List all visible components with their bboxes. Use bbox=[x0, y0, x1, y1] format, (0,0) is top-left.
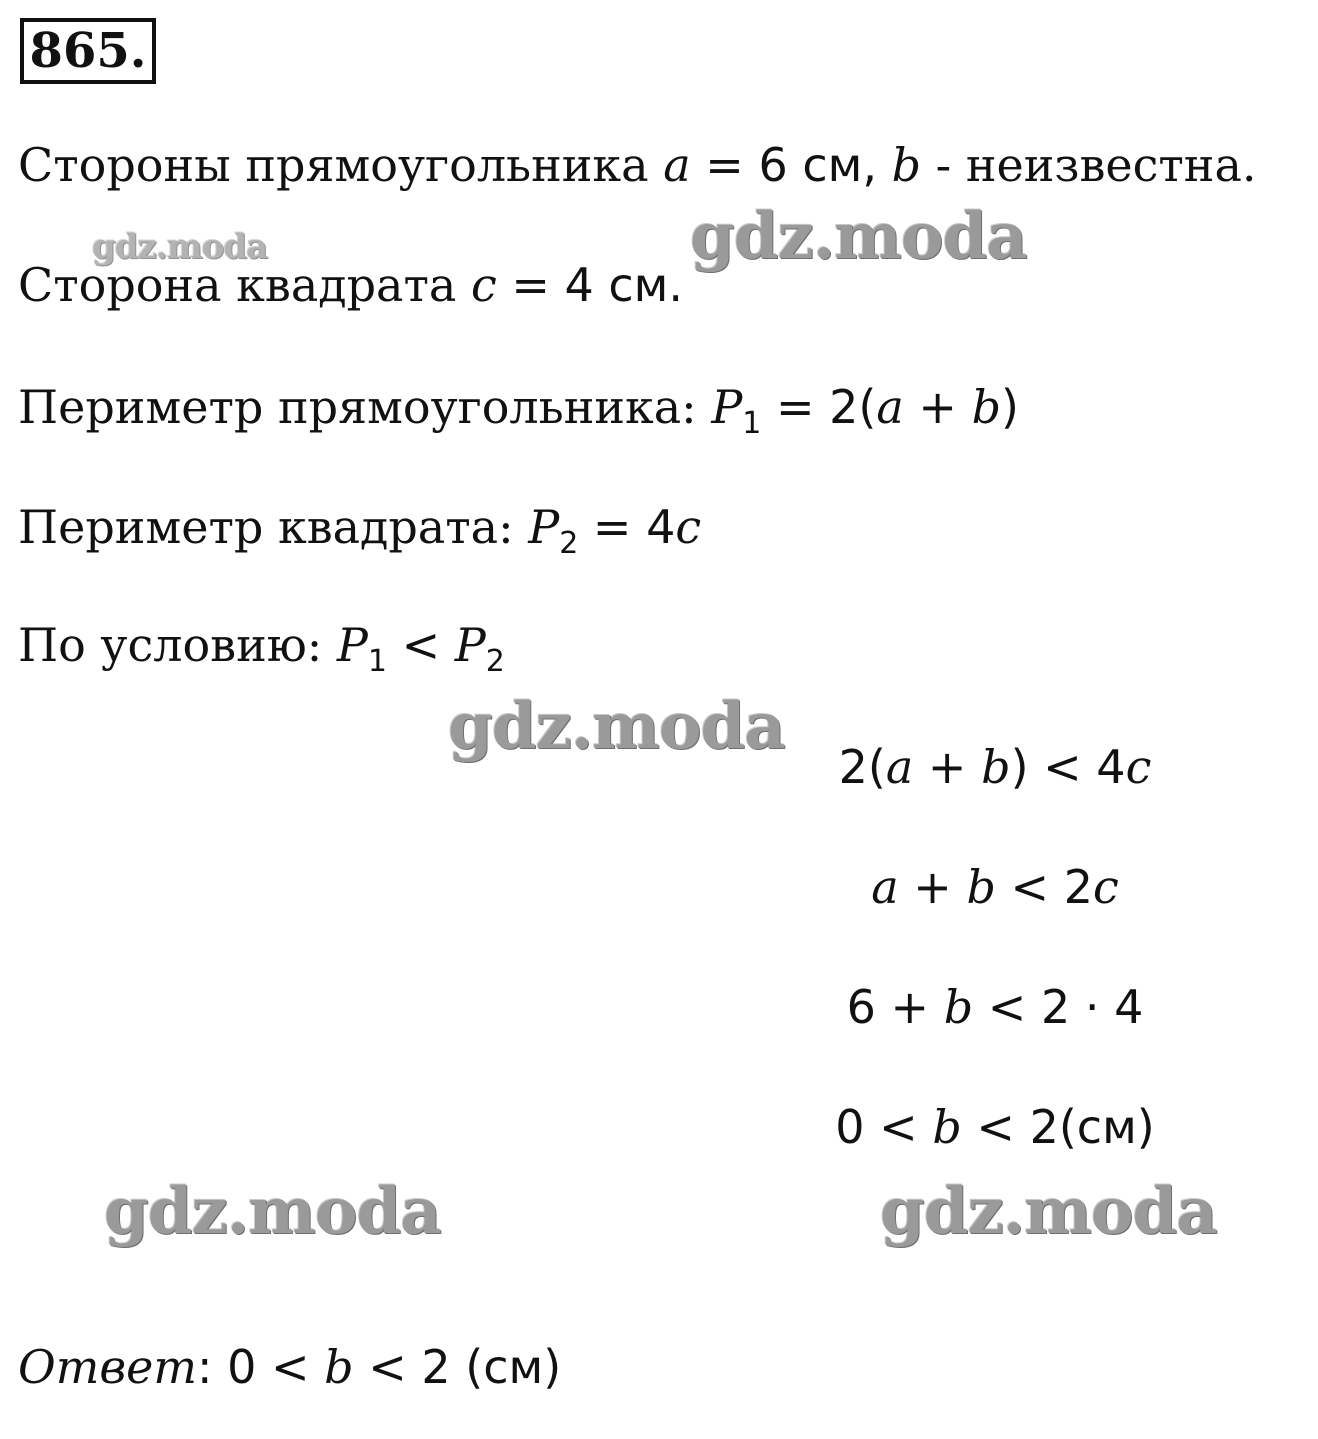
var-c: c bbox=[470, 258, 497, 312]
line-text: Стороны прямоугольника bbox=[18, 138, 664, 192]
var-a: a bbox=[885, 740, 914, 794]
problem-number: 865. bbox=[20, 18, 156, 84]
math-part: + bbox=[898, 860, 967, 914]
var-P: P bbox=[711, 380, 743, 434]
var-b: b bbox=[943, 980, 974, 1034]
math-part: = 6 см, bbox=[690, 138, 892, 192]
line-text: По условию: bbox=[18, 618, 337, 672]
line-text: Периметр квадрата: bbox=[18, 500, 529, 554]
var-P: P bbox=[528, 500, 560, 554]
var-a: a bbox=[876, 380, 904, 434]
watermark: gdz.moda bbox=[880, 1174, 1217, 1249]
line-condition bbox=[18, 618, 505, 679]
math-part: = 4 bbox=[578, 500, 676, 554]
var-a: a bbox=[871, 860, 899, 914]
var-b: b bbox=[966, 860, 996, 914]
answer-line bbox=[18, 1340, 562, 1394]
math-part: < bbox=[386, 618, 455, 672]
var-P: P bbox=[454, 618, 486, 672]
step-2 bbox=[700, 860, 1290, 914]
step-3 bbox=[700, 980, 1290, 1034]
math-part: < 2 bbox=[995, 860, 1093, 914]
var-b: b bbox=[932, 1100, 962, 1154]
line-square-side bbox=[18, 258, 684, 312]
var-c: c bbox=[675, 500, 702, 554]
line-text: Периметр прямоугольника: bbox=[18, 380, 712, 434]
math-part: = 4 см. bbox=[496, 258, 684, 312]
math-part: < 2 (см) bbox=[353, 1340, 562, 1394]
var-a: a bbox=[663, 138, 691, 192]
subscript: 2 bbox=[485, 644, 505, 679]
math-part: + bbox=[903, 380, 972, 434]
math-part: 2( bbox=[838, 740, 886, 794]
line-text: Сторона квадрата bbox=[18, 258, 471, 312]
math-part: < 2(см) bbox=[961, 1100, 1155, 1154]
watermark: gdz.moda bbox=[690, 199, 1027, 274]
line-rectangle-perimeter bbox=[18, 380, 1019, 441]
var-b: b bbox=[324, 1340, 354, 1394]
watermark: gdz.moda bbox=[104, 1174, 441, 1249]
var-b: b bbox=[971, 380, 1002, 434]
math-part: : 0 < bbox=[196, 1340, 325, 1394]
math-part: < 2 · 4 bbox=[973, 980, 1144, 1034]
line-square-perimeter bbox=[18, 500, 702, 561]
step-4 bbox=[700, 1100, 1290, 1154]
math-part: + bbox=[913, 740, 982, 794]
line-text: - неизвестна. bbox=[921, 138, 1257, 192]
subscript: 1 bbox=[367, 644, 387, 679]
math-part: 6 + bbox=[846, 980, 944, 1034]
math-part: = 2( bbox=[761, 380, 877, 434]
line-rectangle-sides bbox=[18, 138, 1257, 192]
watermark: gdz.moda bbox=[92, 227, 268, 267]
subscript: 1 bbox=[742, 406, 762, 441]
math-part: 0 < bbox=[835, 1100, 933, 1154]
var-c: c bbox=[1092, 860, 1119, 914]
watermark: gdz.moda bbox=[448, 689, 785, 764]
var-c: c bbox=[1125, 740, 1152, 794]
math-part: ) < 4 bbox=[1010, 740, 1126, 794]
answer-label: Ответ bbox=[18, 1340, 197, 1394]
var-b: b bbox=[981, 740, 1011, 794]
var-P: P bbox=[336, 618, 368, 672]
step-1 bbox=[700, 740, 1290, 794]
var-b: b bbox=[891, 138, 922, 192]
math-part: ) bbox=[1001, 380, 1019, 434]
subscript: 2 bbox=[559, 526, 579, 561]
